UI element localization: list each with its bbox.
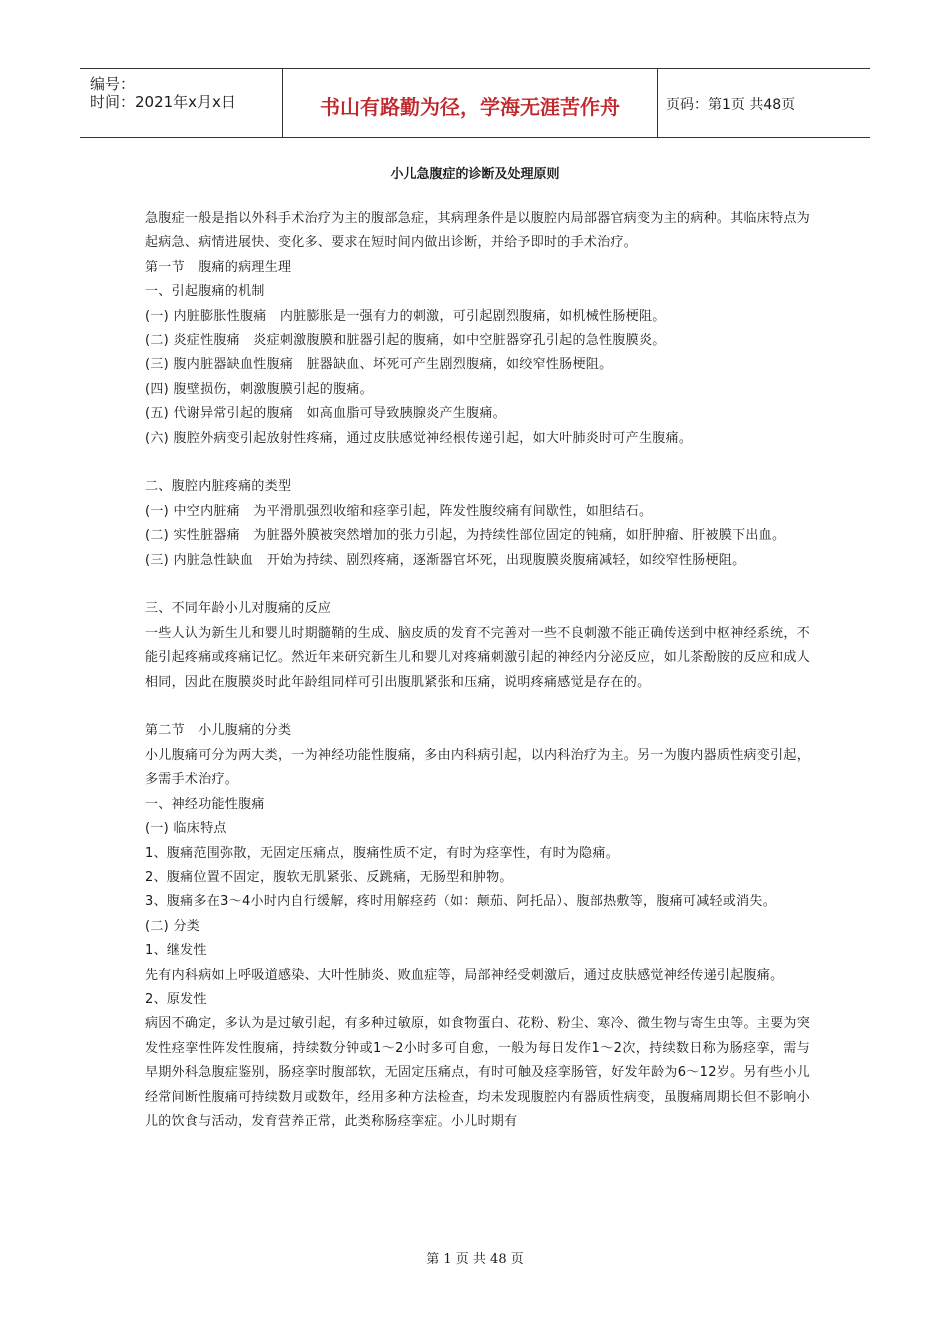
header-info-cell — [80, 69, 283, 137]
body-paragraph: (二) 炎症性腹痛 炎症刺激腹膜和脏器引起的腹痛，如中空脏器穿孔引起的急性腹膜炎。 — [145, 333, 666, 349]
body-paragraph: 2、原发性 — [145, 991, 207, 1007]
document-title: 小儿急腹症的诊断及处理原则 — [390, 167, 560, 182]
body-paragraph: (三) 腹内脏器缺血性腹痛 脏器缺血、坏死可产生剧烈腹痛，如绞窄性肠梗阻。 — [145, 357, 613, 373]
body-paragraph: (二) 分类 — [145, 918, 201, 934]
body-paragraph: (二) 实性脏器痛 为脏器外膜被突然增加的张力引起，为持续性部位固定的钝痛，如肝肿瘤、肝被膜下出血。 — [145, 528, 786, 544]
page-footer: 第 1 页 共 48 页 — [426, 1252, 524, 1267]
header-page-cell — [658, 69, 870, 137]
header-motto: 书山有路勤为径，学海无涯苦作舟 — [320, 95, 620, 119]
body-paragraph: 第二节 小儿腹痛的分类 — [145, 723, 292, 739]
body-paragraph: 一、引起腹痛的机制 — [145, 284, 265, 300]
body-paragraph: 三、不同年龄小儿对腹痛的反应 — [145, 601, 332, 617]
blank-line — [145, 451, 810, 475]
body-paragraph: (五) 代谢异常引起的腹痛 如高血脂可导致胰腺炎产生腹痛。 — [145, 406, 506, 422]
body-paragraph: 3、腹痛多在3～4小时内自行缓解，疼时用解痉药（如：颠茄、阿托品）、腹部热敷等，腹痛可减轻或消失。 — [145, 894, 777, 910]
body-paragraph: 小儿腹痛可分为两大类，一为神经功能性腹痛，多由内科病引起，以内科治疗为主。另一为腹内器质性病变引起，多需手术治疗。 — [145, 747, 811, 788]
body-paragraph: (一) 临床特点 — [145, 821, 227, 837]
body-paragraph: (三) 内脏急性缺血 开始为持续、剧烈疼痛，逐渐器官坏死，出现腹膜炎腹痛减轻，如绞窄性肠梗阻。 — [145, 552, 746, 568]
body-paragraph: 2、腹痛位置不固定，腹软无肌紧张、反跳痛，无肠型和肿物。 — [145, 869, 513, 885]
body-paragraph: 一些人认为新生儿和婴儿时期髓鞘的生成、脑皮质的发育不完善对一些不良刺激不能正确传送到中枢神经系统，不能引起疼痛或疼痛记忆。然近年来研究新生儿和婴儿对疼痛刺激引起的神经内分泌反应，如儿茶酚胺的反应和成人相同，因此在腹膜炎时此年龄组同样可引出腹肌紧张和压痛，说明疼痛感觉是存在的。 — [145, 625, 811, 690]
body-paragraph: (一) 内脏膨胀性腹痛 内脏膨胀是一强有力的刺激，可引起剧烈腹痛，如机械性肠梗阻。 — [145, 308, 666, 324]
body-paragraph: 一、神经功能性腹痛 — [145, 796, 265, 812]
document-body — [145, 207, 810, 1134]
blank-line — [145, 573, 810, 597]
header-motto-cell — [283, 69, 658, 137]
header-page-info: 页码：第1页 共48页 — [666, 97, 796, 113]
body-paragraph: 二、腹腔内脏疼痛的类型 — [145, 479, 292, 495]
document-header — [80, 68, 870, 138]
blank-line — [145, 695, 810, 719]
body-paragraph: 先有内科病如上呼吸道感染、大叶性肺炎、败血症等，局部神经受刺激后，通过皮肤感觉神经传递引起腹痛。 — [145, 967, 784, 983]
body-paragraph: (四) 腹壁损伤，刺激腹膜引起的腹痛。 — [145, 381, 373, 397]
body-paragraph: (六) 腹腔外病变引起放射性疼痛，通过皮肤感觉神经根传递引起，如大叶肺炎时可产生腹痛。 — [145, 430, 693, 446]
document-time-label: 时间：2021年x月x日 — [90, 93, 236, 111]
document-number-label: 编号： — [90, 75, 136, 93]
body-paragraph: 第一节 腹痛的病理生理 — [145, 259, 292, 275]
body-paragraph: (一) 中空内脏痛 为平滑肌强烈收缩和痉挛引起，阵发性腹绞痛有间歇性，如胆结石。 — [145, 503, 653, 519]
body-paragraph: 急腹症一般是指以外科手术治疗为主的腹部急症，其病理条件是以腹腔内局部器官病变为主的病种。其临床特点为起病急、病情进展快、变化多、要求在短时间内做出诊断，并给予即时的手术治疗。 — [145, 211, 811, 251]
body-paragraph: 病因不确定，多认为是过敏引起，有多种过敏原，如食物蛋白、花粉、粉尘、寒冷、微生物与寄生虫等。主要为突发性痉挛性阵发性腹痛，持续数分钟或1～2小时多可自愈，一般为每日发作1～2次，持续数日称为肠痉挛，需与早期外科急腹症鉴别，肠痉挛时腹部软，无固定压痛点，有时可触及痉挛肠管，好发年龄为6～12岁。另有些小儿经常间断性腹痛可持续数月或数年，经用多种方法检查，均未发现腹腔内有器质性病变，虽腹痛周期长但不影响小儿的饮食与活动，发育营养正常，此类称肠痉挛症。小儿时期有 — [145, 1016, 811, 1129]
body-paragraph: 1、继发性 — [145, 943, 207, 959]
body-paragraph: 1、腹痛范围弥散，无固定压痛点，腹痛性质不定，有时为痉挛性，有时为隐痛。 — [145, 845, 620, 861]
